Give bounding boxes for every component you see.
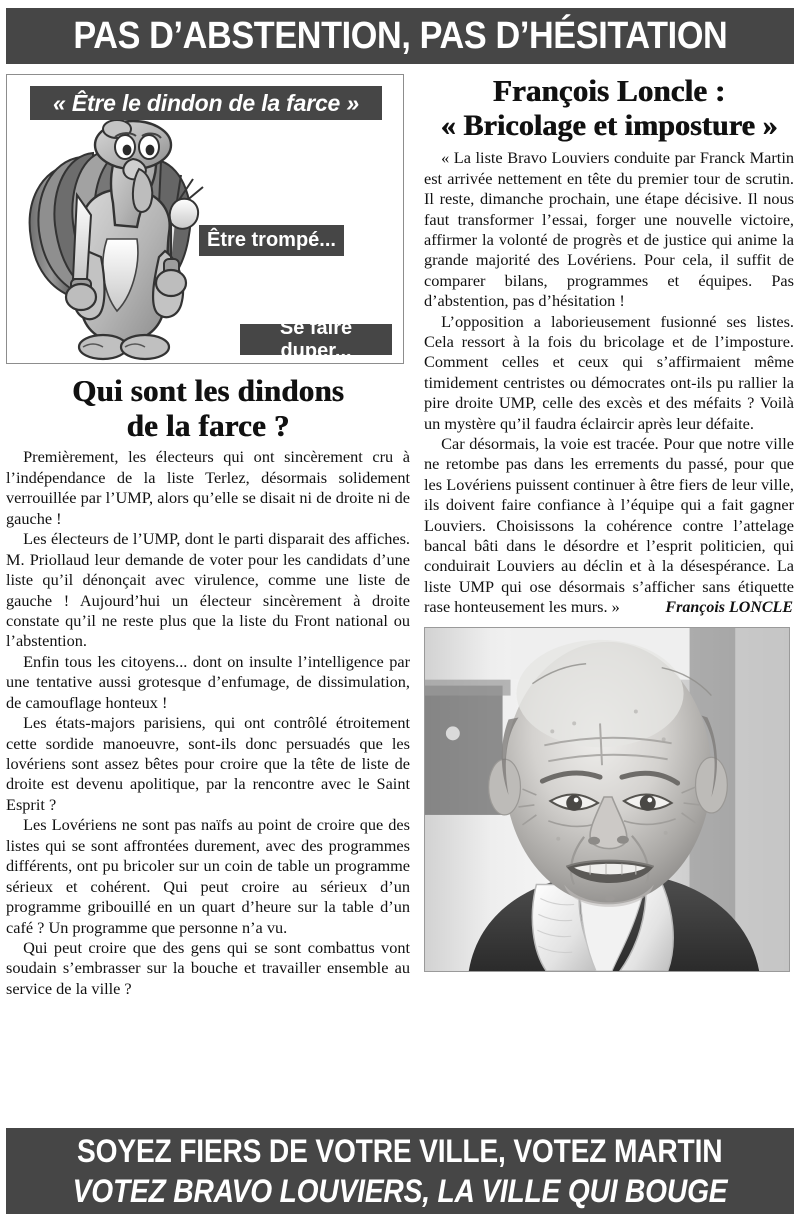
cartoon-caption-2: Se faire duper... [240,324,392,355]
right-paragraph-3: Car désormais, la voie est tracée. Pour que notre ville ne retombe pas dans les errements du passé, pour que les Lovériens puissent continuer à être fiers de leur ville, ils doivent faire confiance à l’équipe qui a fait gagner Louviers. Choisissons la cohérence contre l’attelage bancal bâti dans le désordre et l’esprit politicien, qui conduirait Louviers au déclin et à la désespérance. La liste UMP qui ose désormais s’afficher sans étiquette rase honteusement les murs. » [424,434,794,617]
left-heading-line-2: de la farce ? [126,407,290,443]
cartoon-caption-1: Être trompé... [199,225,344,256]
right-column-body [424,148,794,617]
bottom-banner-line-2: VOTEZ BRAVO LOUVIERS, LA VILLE QUI BOUGE [72,1172,728,1209]
article-signature: François LONCLE [665,598,793,616]
right-heading-line-2: « Bricolage et imposture » [440,108,778,142]
right-heading-line-1: François Loncle : [492,73,726,108]
left-paragraph-3: Enfin tous les citoyens... dont on insulte l’intelligence par une tentative aussi grotesque d’enfumage, de dissimulation, de camouflage honteux ! [6,651,410,712]
bottom-banner [6,1128,794,1214]
left-column-body [6,447,410,999]
left-paragraph-5: Les Lovériens ne sont pas naïfs au point de croire que des listes qui se sont affrontées durement, avec des programmes différents, ont pu bricoler sur un coin de table un programme sérieux et cohérent. Qui peut croire au sérieux d’un programme gribouillé en un quart d’heure sur la table d’un café ? Un programme que personne n’a vu. [6,815,410,937]
top-banner [6,8,794,64]
cartoon-illustration-box [6,74,404,364]
right-column [424,74,794,972]
left-paragraph-6: Qui peut croire que des gens qui se sont combattus vont soudain s’embrasser sur la bouche et travailler ensemble au service de la ville ? [6,937,410,998]
left-heading-line-1: Qui sont les dindons [72,373,344,408]
bottom-banner-line-1: SOYEZ FIERS DE VOTRE VILLE, VOTEZ MARTIN [77,1133,723,1170]
left-paragraph-4: Les états-majors parisiens, qui ont contrôlé étroitement cette sordide manoeuvre, sont-ils donc persuadés que les lovériens sont assez bêtes pour croire que la tête de liste de droite est devenu apolitique, par la rencontre avec le Saint Esprit ? [6,713,410,814]
right-paragraph-2: L’opposition a laborieusement fusionné ses listes. Cela ressort à la fois du bricolage et de l’imposture. Comment celles et ceux qui s’affirmaient même timidement centristes ou démocrates ont-ils pu rallier la pire droite UMP, celle des excès et des méfaits ? Voilà un mystère qu’il faudra éclaircir après leur défaite. [424,311,794,433]
left-column-heading [6,374,410,443]
left-paragraph-2: Les électeurs de l’UMP, dont le parti disparait des affiches. M. Priollaud leur demande de voter pour les candidats d’une liste qu’il dénonçait avec virulence, comme une liste de gauche ! Aujourd’hui un électeur sincèrement à droite constate qu’il ne reste plus que la liste du Front national ou l’abstention. [6,529,410,651]
top-banner-text: PAS D’ABSTENTION, PAS D’HÉSITATION [72,15,728,57]
cartoon-title: « Être le dindon de la farce » [30,86,382,120]
left-column [6,74,410,999]
portrait-photo [424,627,790,972]
right-paragraph-1: « La liste Bravo Louviers conduite par Franck Martin est arrivée nettement en tête du premier tour de scrutin. Il reste, dimanche prochain, une étape décisive. Il nous faut transformer l’essai, forger une nouvelle victoire, affirmer la volonté de progrès et de justice qui anime la grande majorité des Lovériens. Pour cela, il suffit de comparer bilans, programmes et équipes. Pas d’abstention, pas d’hésitation ! [424,148,794,311]
left-paragraph-1: Premièrement, les électeurs qui ont sincèrement cru à l’indépendance de la liste Terlez, désormais solidement verrouillée par l’UMP, alors qu’elle se disait ni de droite ni de gauche ! [6,447,410,528]
right-column-heading [424,74,794,142]
